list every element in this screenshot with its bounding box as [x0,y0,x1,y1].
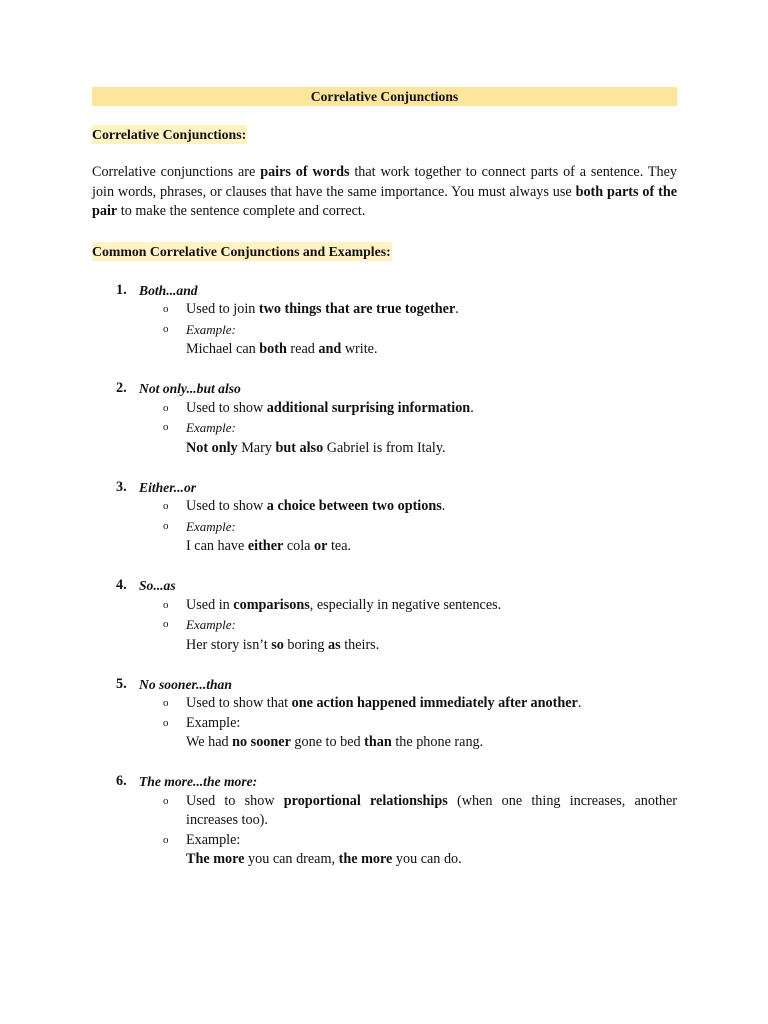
example-bold-text: and [318,341,342,357]
document-title: Correlative Conjunctions [92,87,677,106]
example-bold-text: no sooner [232,734,291,750]
item-term: The more...the more: [139,774,258,789]
example-bold-text: either [247,538,284,554]
example-bold-text: Not only [186,439,238,456]
intro-text: Correlative conjunctions are [92,164,261,180]
example-text: Mary [237,439,276,456]
usage-text: Used in [186,596,234,613]
bullet-icon: o [163,421,169,433]
example-text: boring [283,636,329,653]
example-text: read [286,341,319,357]
example-text: Michael can [186,341,260,357]
usage-text: (when one thing increases, another increases too). [186,792,678,828]
sub-list [139,792,677,851]
bullet-icon: o [163,716,169,729]
sub-list [139,300,677,340]
sub-item-usage [139,694,677,714]
sub-list [139,399,677,439]
sub-item-usage [139,497,677,517]
example-label: Example: [186,518,236,534]
list-item [92,576,677,655]
example-sentence [139,636,677,656]
example-bold-text: but also [275,439,324,456]
example-sentence [139,733,677,753]
conjunction-list [92,281,677,870]
intro-bold-text: pairs of words [260,164,350,180]
bullet-icon: o [163,322,169,335]
bullet-icon: o [163,618,169,630]
item-number: 2. [116,380,127,396]
item-term: No sooner...than [139,676,232,692]
sub-list [139,596,677,636]
example-bold-text: than [364,734,392,750]
list-item [92,675,677,753]
example-text: We had [186,734,233,750]
sub-item-example [139,418,677,439]
sub-item-usage [139,399,677,419]
sub-item-example [139,320,677,341]
example-sentence [139,340,677,360]
usage-bold-text: comparisons [233,596,310,613]
intro-paragraph [92,163,677,222]
usage-text: Used to show [186,498,267,514]
usage-bold-text: additional surprising information [266,399,471,416]
example-label: Example: [186,420,236,435]
usage-text: . [441,498,446,514]
sub-item-usage [139,596,677,616]
usage-text: Used to join [186,301,259,317]
bullet-icon: o [163,794,169,807]
example-text: the phone rang. [391,734,484,750]
item-number: 5. [116,675,127,692]
usage-text: Used to show [186,399,267,416]
sub-item-example [139,714,677,734]
usage-text: , especially in negative sentences. [309,596,502,613]
sub-item-example [139,517,677,538]
bullet-icon: o [163,697,169,709]
example-text: Gabriel is from Italy. [323,439,446,456]
sub-item-usage [139,300,677,320]
section-heading-text: Correlative Conjunctions: [92,127,247,142]
usage-text: . [577,695,582,711]
item-term: So...as [139,578,176,593]
usage-bold-text: proportional relationships [283,792,448,809]
example-text: theirs. [340,636,380,653]
usage-text: Used to show that [186,695,292,711]
item-term: Not only...but also [139,381,241,396]
list-item [92,281,677,360]
usage-text: . [455,301,459,317]
usage-bold-text: one action happened immediately after another [291,695,578,711]
section-heading-text: Common Correlative Conjunctions and Examples: [92,243,391,259]
item-term: Both...and [139,282,198,298]
bullet-icon: o [163,401,169,414]
section-heading-definition [92,125,677,145]
sub-list [139,694,677,733]
document-page [92,87,677,889]
example-label: Example: [186,714,241,731]
list-item [92,379,677,458]
example-sentence [139,439,677,459]
sub-list [139,497,677,537]
example-text: write. [341,341,378,357]
usage-text: . [470,399,474,416]
item-number: 6. [116,773,127,789]
example-text: you can do. [392,851,462,867]
item-term: Either...or [139,479,197,495]
example-label: Example: [186,617,236,632]
example-label: Example: [186,321,236,337]
example-text: tea. [327,538,352,554]
intro-text: that work together to connect parts of a sentence. They join words, phrases, or clauses that have the same importance. You must always use [92,164,677,200]
intro-bold-text: both parts of the pair [92,183,678,219]
example-text: you can dream, [244,851,339,867]
bullet-icon: o [163,833,169,846]
example-text: gone to bed [290,734,365,750]
example-text: cola [283,538,315,554]
example-sentence [139,537,677,557]
usage-bold-text: a choice between two options [266,498,442,514]
item-number: 1. [116,281,127,298]
bullet-icon: o [163,500,169,512]
bullet-icon: o [163,303,169,315]
item-number: 3. [116,478,127,495]
example-bold-text: The more [186,851,245,867]
sub-item-example [139,615,677,636]
example-bold-text: or [314,538,328,554]
example-sentence [139,850,677,870]
list-item [92,772,677,870]
bullet-icon: o [163,598,169,611]
section-heading-examples [92,242,677,262]
usage-bold-text: two things that are true together [258,301,456,317]
sub-item-example [139,831,677,851]
sub-item-usage [139,792,677,831]
bullet-icon: o [163,519,169,532]
example-text: Her story isn’t [186,636,272,653]
example-text: I can have [186,538,248,554]
example-label: Example: [186,831,241,848]
list-item [92,478,677,557]
usage-text: Used to show [186,792,284,809]
intro-text: to make the sentence complete and correct. [117,203,366,219]
item-number: 4. [116,577,127,593]
example-bold-text: as [328,636,341,653]
example-bold-text: both [259,341,287,357]
example-bold-text: so [271,636,284,653]
example-bold-text: the more [338,851,393,867]
